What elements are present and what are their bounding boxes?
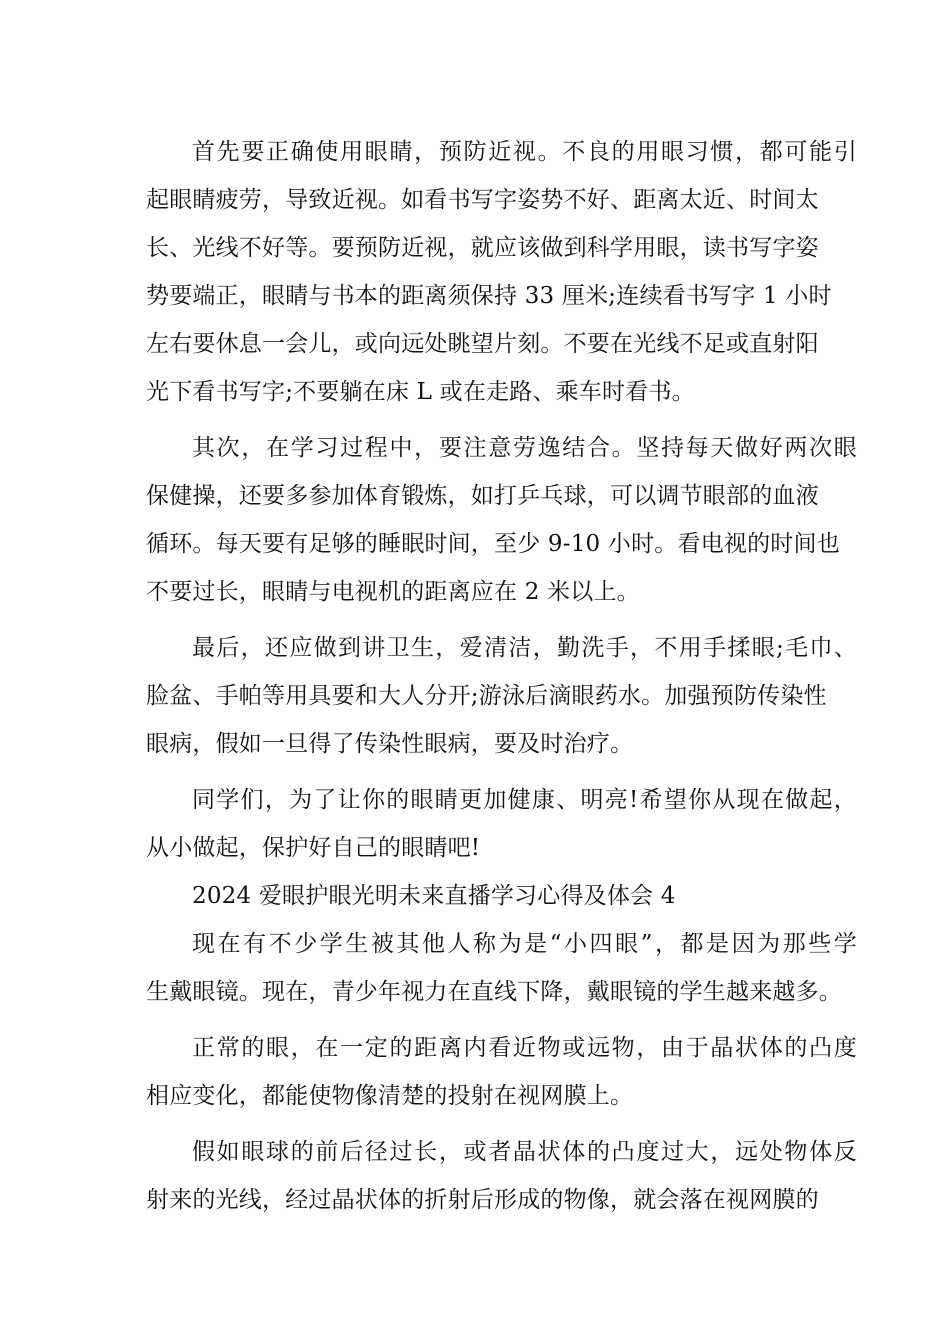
text-line: 其次，在学习过程中，要注意劳逸结合。坚持每天做好两次眼 [192, 435, 857, 461]
text-line: 正常的眼，在一定的距离内看近物或远物，由于晶状体的凸度 [192, 1035, 857, 1061]
text-line: 左右要休息一会儿，或向远处眺望片刻。不要在光线不足或直射阳 [146, 331, 819, 357]
text-line: 长、光线不好等。要预防近视，就应该做到科学用眼，读书写字姿 [146, 235, 819, 261]
text-line: 循环。每天要有足够的睡眠时间，至少 9-10 小时。看电视的时间也 [146, 531, 840, 557]
text-line: 从小做起，保护好自己的眼睛吧! [146, 835, 481, 861]
text-line: 生戴眼镜。现在，青少年视力在直线下降，戴眼镜的学生越来越多。 [146, 979, 842, 1005]
text-line: 最后，还应做到讲卫生，爱清洁，勤洗手，不用手揉眼;毛巾、 [192, 635, 857, 661]
section-heading: 2024 爱眼护眼光明未来直播学习心得及体会 4 [192, 883, 676, 909]
text-line: 起眼睛疲劳，导致近视。如看书写字姿势不好、距离太近、时间太 [146, 187, 819, 213]
text-line: 势要端正，眼睛与书本的距离须保持 33 厘米;连续看书写字 1 小时 [146, 283, 832, 309]
text-line: 眼病，假如一旦得了传染性眼病，要及时治疗。 [146, 731, 634, 757]
text-line: 脸盆、手帕等用具要和大人分开;游泳后滴眼药水。加强预防传染性 [146, 683, 827, 709]
text-line: 保健操，还要多参加体育锻炼，如打乒乓球，可以调节眼部的血液 [146, 483, 819, 509]
text-line: 现在有不少学生被其他人称为是“小四眼”，都是因为那些学 [192, 931, 857, 957]
text-line: 同学们，为了让你的眼睛更加健康、明亮!希望你从现在做起， [192, 787, 857, 813]
text-line: 假如眼球的前后径过长，或者晶状体的凸度过大，远处物体反 [192, 1139, 857, 1165]
text-line: 光下看书写字;不要躺在床 L 或在走路、乘车时看书。 [146, 379, 695, 405]
text-line: 首先要正确使用眼睛，预防近视。不良的用眼习惯，都可能引 [192, 139, 857, 165]
text-line: 不要过长，眼睛与电视机的距离应在 2 米以上。 [146, 579, 640, 605]
text-line: 相应变化，都能使物像清楚的投射在视网膜上。 [146, 1083, 634, 1109]
text-line: 射来的光线，经过晶状体的折射后形成的物像，就会落在视网膜的 [146, 1187, 819, 1213]
